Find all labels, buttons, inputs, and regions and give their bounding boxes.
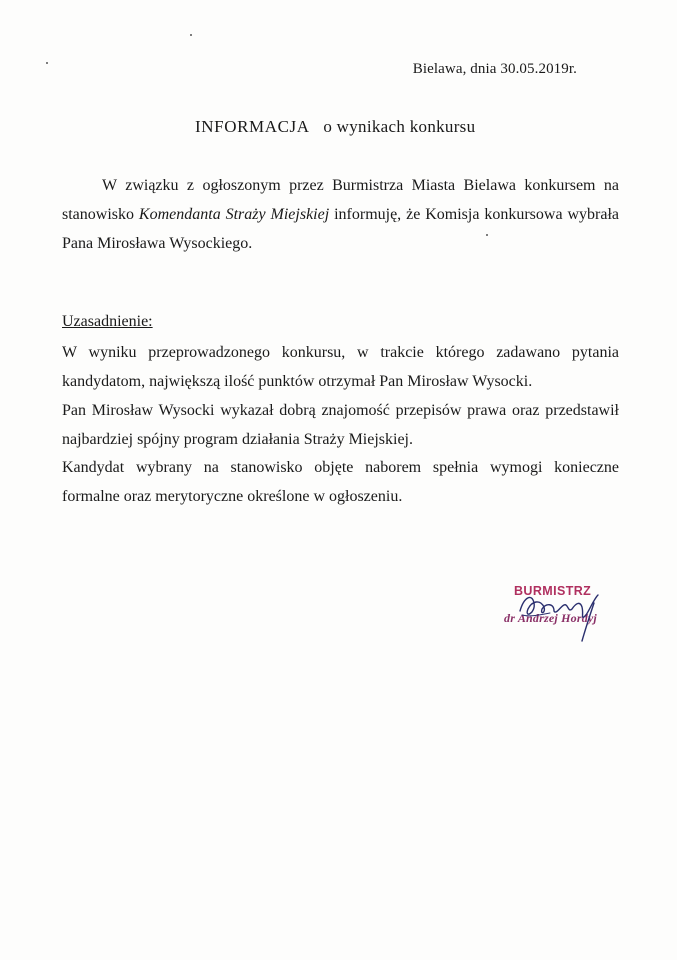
announcement-paragraph [62, 171, 619, 258]
paragraph-line: formalne oraz merytoryczne określone w ogłoszeniu. [62, 488, 403, 505]
announcement-text-part2: informuję, że Komisja konkursowa wybrała Pana Mirosława Wysockiego. [62, 206, 619, 252]
handwritten-signature [510, 585, 610, 645]
document-title [195, 117, 475, 137]
title-main: INFORMACJA [195, 117, 310, 136]
title-rest: o wynikach konkursu [323, 117, 476, 136]
justification-paragraph-2 [62, 396, 619, 454]
paragraph-line: W wyniku przeprowadzonego konkursu, w trakcie którego zadawano pytania [62, 344, 619, 361]
announcement-text-part1: W związku z ogłoszonym przez Burmistrza Miasta Bielawa konkursem na stanowisko [62, 177, 619, 223]
paragraph-line: najbardziej spójny program działania Straży Miejskiej. [62, 431, 413, 448]
paragraph-line: kandydatom, największą ilość punktów otrzymał Pan Mirosław Wysocki. [62, 373, 533, 390]
scan-speck [46, 62, 48, 64]
dateline: Bielawa, dnia 30.05.2019r. [412, 61, 577, 77]
stamp-title: BURMISTRZ [514, 584, 592, 598]
justification-heading: Uzasadnienie: [62, 313, 153, 330]
paragraph-line: Pan Mirosław Wysocki wykazał dobrą znajomość przepisów prawa oraz przedstawił [62, 402, 619, 419]
stamp-name: dr Andrzej Hordyj [504, 611, 597, 625]
justification-paragraph-3 [62, 453, 619, 511]
justification-paragraph-1 [62, 338, 619, 396]
paragraph-line: Kandydat wybrany na stanowisko objęte naborem spełnia wymogi konieczne [62, 459, 619, 476]
scan-speck [190, 34, 192, 36]
position-name: Komendanta Straży Miejskiej [138, 206, 330, 223]
